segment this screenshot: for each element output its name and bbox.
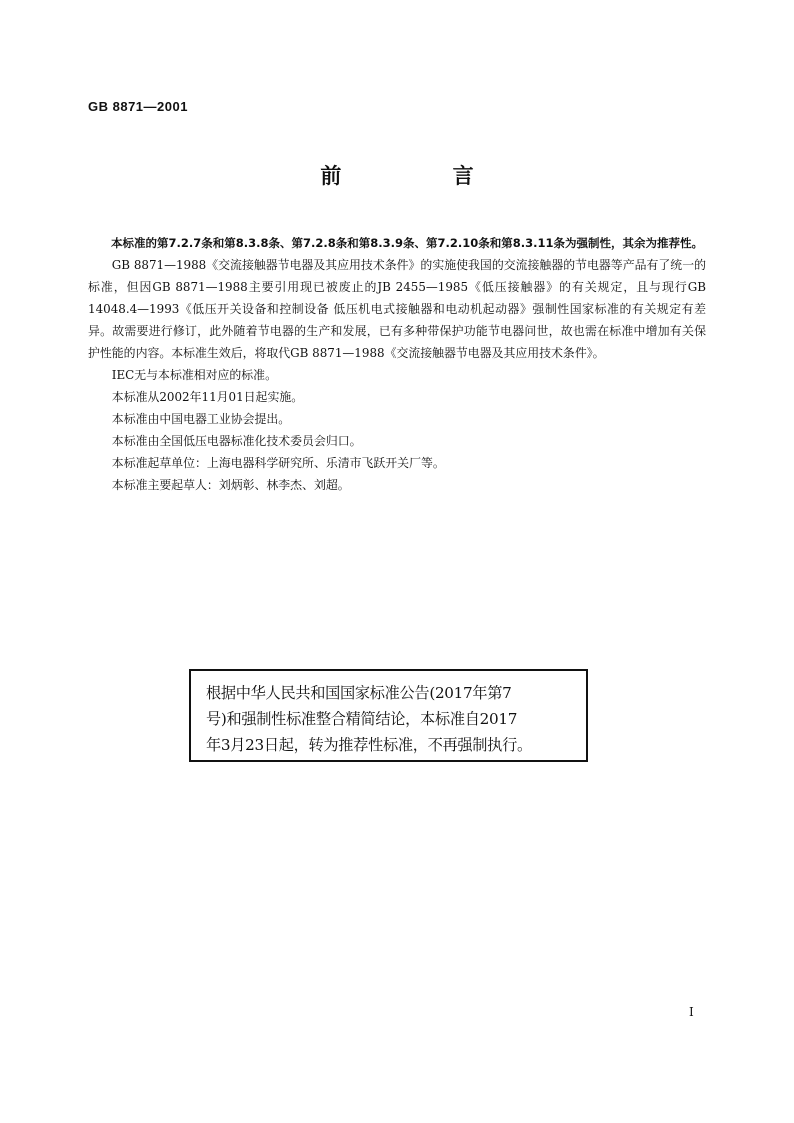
page-title: 前 言: [320, 164, 526, 188]
revision-background-paragraph: GB 8871—1988《交流接触器节电器及其应用技术条件》的实施使我国的交流接触器的节电器等产品有了统一的标准，但因GB 8871—1988主要引用现已被废止的JB 2455—1985《低压接触器》的有关规定，且与现行GB 14048.4—1993《低压开关设备和控制设备 低压机电式接触器和电动机起动器》强制性国家标准的有关规定有差异。故需要进行修订，此外随着节电器的生产和发展，已有多种带保护功能节电器问世，故也需在标准中增加有关保护性能的内容。本标准生效后，将取代GB 8871—1988《交流接触器节电器及其应用技术条件》。: [88, 258, 706, 360]
drafting-units-paragraph: 本标准起草单位：上海电器科学研究所、乐清市飞跃开关厂等。: [111, 456, 445, 470]
standard-code: GB 8871—2001: [88, 99, 188, 114]
notice-line: 根据中华人民共和国国家标准公告(2017年第7: [206, 684, 512, 702]
notice-line: 年3月23日起，转为推荐性标准，不再强制执行。: [206, 736, 532, 754]
iec-correspondence-paragraph: IEC无与本标准相对应的标准。: [111, 368, 277, 382]
committee-paragraph: 本标准由全国低压电器标准化技术委员会归口。: [111, 434, 362, 448]
conversion-notice-box: [189, 669, 588, 762]
proposer-paragraph: 本标准由中国电器工业协会提出。: [111, 412, 291, 426]
foreword-body: [88, 232, 706, 496]
mandatory-clause-paragraph: 本标准的第7.2.7条和第8.3.8条、第7.2.8条和第8.3.9条、第7.2.10条和第8.3.11条为强制性，其余为推荐性。: [111, 236, 703, 250]
notice-line: 号)和强制性标准整合精简结论，本标准自2017: [206, 710, 518, 728]
drafters-paragraph: 本标准主要起草人：刘炳彰、林李杰、刘超。: [111, 478, 350, 492]
page-number: I: [689, 1005, 694, 1019]
effective-date-paragraph: 本标准从2002年11月01日起实施。: [111, 390, 304, 404]
